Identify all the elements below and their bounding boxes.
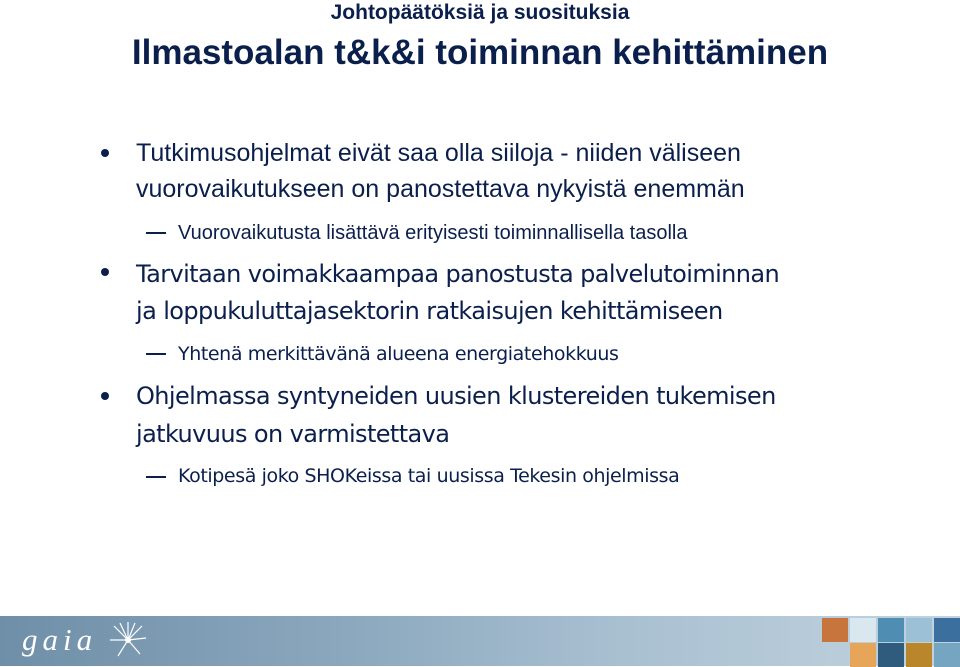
mosaic-tile (934, 643, 960, 667)
sub-bullet-dash (146, 232, 166, 234)
sub-bullet-dash (146, 353, 166, 355)
bullet-text-line: Tutkimusohjelmat eivät saa olla siiloja - niiden väliseen (136, 139, 741, 167)
bullet-text-line: vuorovaikutukseen on panostettava nykyistä enemmän (136, 175, 745, 203)
mosaic-tile (906, 618, 932, 642)
photo-mosaic (820, 616, 960, 666)
mosaic-tile (878, 643, 904, 667)
mosaic-tile (906, 643, 932, 667)
bullet-text-line: jatkuvuus on varmistettava (136, 420, 450, 448)
sun-burst-icon (108, 620, 148, 660)
footer-bar (0, 616, 960, 666)
mosaic-tile (822, 618, 848, 642)
mosaic-tile (934, 618, 960, 642)
gaia-logo: gaia (22, 622, 98, 657)
bullet-dot (101, 392, 109, 400)
bullet-text-line: ja loppukuluttajasektorin ratkaisujen kehittämiseen (136, 297, 723, 325)
bullet-dot (101, 149, 109, 157)
slide-subtitle: Johtopäätöksiä ja suosituksia (330, 1, 630, 24)
mosaic-tile (850, 618, 876, 642)
bullet-text-line: Ohjelmassa syntyneiden uusien klustereiden tukemisen (136, 382, 776, 410)
bullet-text-line: Tarvitaan voimakkaampaa panostusta palvelutoiminnan (136, 260, 780, 288)
mosaic-tile (850, 643, 876, 667)
bullet-dot (101, 268, 109, 276)
sub-bullet-text: Vuorovaikutusta lisättävä erityisesti toiminnallisella tasolla (178, 222, 688, 244)
sub-bullet-text: Kotipesä joko SHOKeissa tai uusissa Tekesin ohjelmissa (178, 465, 680, 487)
mosaic-tile (878, 618, 904, 642)
slide-title: Ilmastoalan t&k&i toiminnan kehittäminen (131, 33, 829, 72)
sub-bullet-text: Yhtenä merkittävänä alueena energiatehokkuus (178, 343, 619, 365)
sub-bullet-dash (146, 476, 166, 478)
